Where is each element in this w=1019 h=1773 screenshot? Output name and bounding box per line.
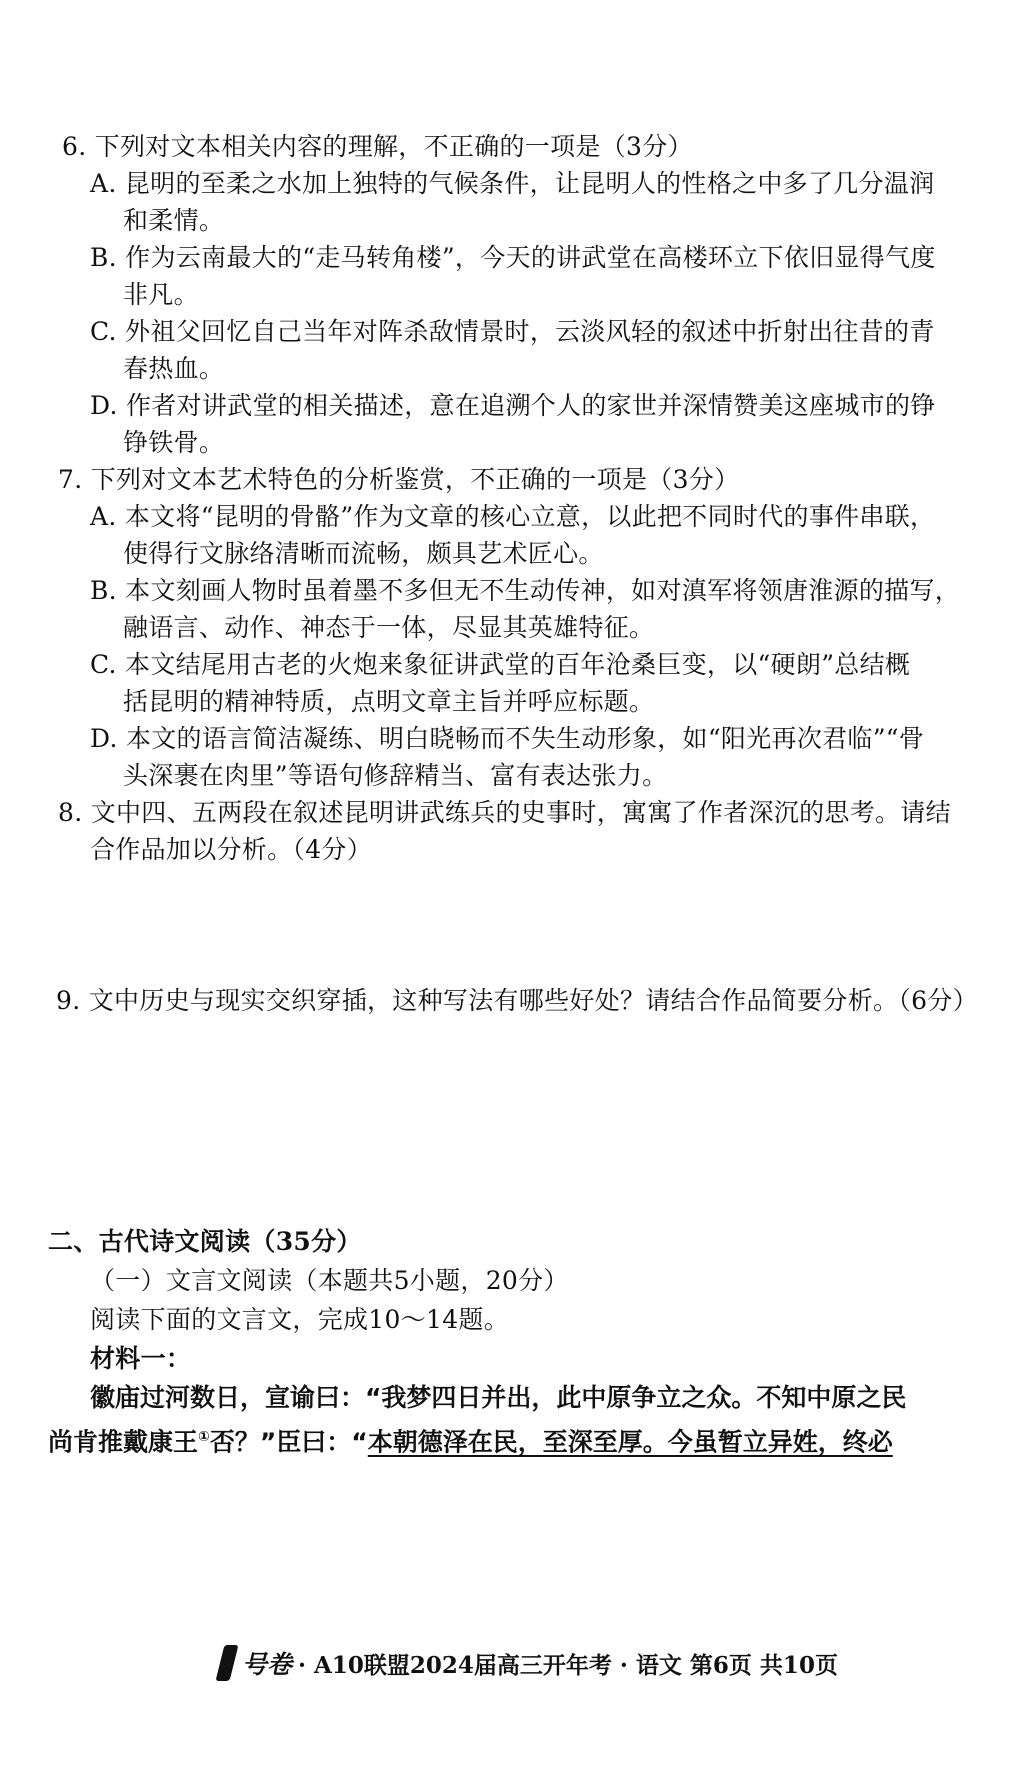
footer-text: · A10联盟2024届高三开年考 · 语文 第6页 共10页 xyxy=(298,1651,838,1679)
q6-option-d-cont: 铮铁骨。 xyxy=(123,428,225,457)
classical-text-line2 xyxy=(48,1420,893,1459)
classical-text-line2-pre: 尚肯推戴康王 xyxy=(48,1427,199,1457)
q9-stem: 9. 文中历史与现实交织穿插，这种写法有哪些好处？请结合作品简要分析。（6分） xyxy=(56,986,978,1015)
q7-option-d: D. 本文的语言简洁凝练、明白晓畅而不失生动形象，如“阳光再次君临”“骨 xyxy=(90,724,925,753)
underlined-passage: 本朝德泽在民，至深至厚。今虽暂立异姓，终必 xyxy=(367,1427,893,1457)
q7-option-b-cont: 融语言、动作、神态于一体，尽显其英雄特征。 xyxy=(123,613,655,642)
classical-text-line1: 徽庙过河数日，宣谕曰：“我梦四日并出，此中原争立之众。不知中原之民 xyxy=(90,1383,907,1412)
q7-stem: 7. 下列对文本艺术特色的分析鉴赏，不正确的一项是（3分） xyxy=(58,465,740,494)
q8-stem-cont: 合作品加以分析。（4分） xyxy=(90,835,373,864)
section2-instruction: 阅读下面的文言文，完成10～14题。 xyxy=(90,1305,510,1334)
q6-option-c: C. 外祖父回忆自己当年对阵杀敌情景时，云淡风轻的叙述中折射出往昔的青 xyxy=(90,317,935,346)
section2-subheading: （一）文言文阅读（本题共5小题，20分） xyxy=(90,1266,569,1295)
q6-option-a-cont: 和柔情。 xyxy=(123,206,225,235)
q7-option-d-cont: 头深裹在肉里”等语句修辞精当、富有表达张力。 xyxy=(123,761,668,790)
section2-heading: 二、古代诗文阅读（35分） xyxy=(48,1227,362,1256)
q7-option-c-cont: 括昆明的精神特质，点明文章主旨并呼应标题。 xyxy=(123,687,655,716)
q6-option-c-cont: 春热血。 xyxy=(123,354,225,383)
brand-logo-text: 号卷 xyxy=(242,1650,293,1679)
q8-stem: 8. 文中四、五两段在叙述昆明讲武练兵的史事时，寓寓了作者深沉的思考。请结 xyxy=(58,798,951,827)
page-footer xyxy=(220,1643,838,1683)
brand-logo-icon xyxy=(216,1645,239,1681)
q6-option-b-cont: 非凡。 xyxy=(123,280,199,309)
classical-text-line2-post: 否？”臣曰：“ xyxy=(209,1427,368,1457)
q7-option-b: B. 本文刻画人物时虽着墨不多但无不生动传神，如对滇军将领唐淮源的描写， xyxy=(90,576,961,605)
footnote-marker: ① xyxy=(198,1429,210,1445)
q6-option-a: A. 昆明的至柔之水加上独特的气候条件，让昆明人的性格之中多了几分温润 xyxy=(90,169,935,198)
q6-stem: 6. 下列对文本相关内容的理解，不正确的一项是（3分） xyxy=(62,132,693,161)
q7-option-c: C. 本文结尾用古老的火炮来象征讲武堂的百年沧桑巨变，以“硬朗”总结概 xyxy=(90,650,911,679)
q7-option-a-cont: 使得行文脉络清晰而流畅，颇具艺术匠心。 xyxy=(123,539,604,568)
q6-option-b: B. 作为云南最大的“走马转角楼”，今天的讲武堂在高楼环立下依旧显得气度 xyxy=(90,243,936,272)
material-label: 材料一： xyxy=(90,1344,192,1373)
q6-option-d: D. 作者对讲武堂的相关描述，意在追溯个人的家世并深情赞美这座城市的铮 xyxy=(90,391,936,420)
q7-option-a: A. 本文将“昆明的骨骼”作为文章的核心立意，以此把不同时代的事件串联， xyxy=(90,502,936,531)
